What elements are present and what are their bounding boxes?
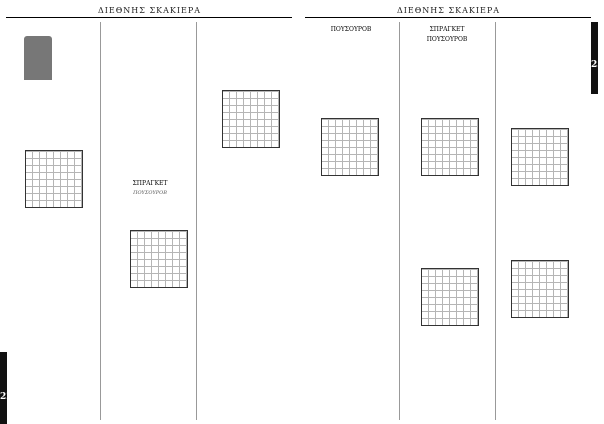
folio-left: 22 <box>0 392 13 402</box>
chess-diagram <box>421 268 479 326</box>
chess-diagram <box>421 118 479 176</box>
section-heading: ΠΟΥΣΟΥΡΟΒ <box>330 26 372 33</box>
column-rule <box>100 22 101 420</box>
chess-diagram <box>511 128 569 186</box>
running-head-left: ΔΙΕΘΝΗΣ ΣΚΑΚΙΕΡΑ <box>97 6 202 15</box>
folio-tab <box>0 352 13 424</box>
section-heading: ΣΠΡΑΓΚΕΤ <box>132 180 168 187</box>
right-page <box>299 0 604 424</box>
chess-diagram <box>321 118 379 176</box>
chess-diagram <box>511 260 569 318</box>
chess-diagram <box>222 90 280 148</box>
chess-diagram <box>25 150 83 208</box>
chess-diagram <box>130 230 188 288</box>
folio-right: 23 <box>591 60 604 70</box>
section-heading: ΣΠΡΑΓΚΕΤ <box>429 26 465 33</box>
column-rule <box>495 22 496 420</box>
left-page <box>0 0 299 424</box>
figurine-image <box>24 36 52 80</box>
header-rule <box>305 17 591 18</box>
folio-tab <box>591 22 604 94</box>
column-rule <box>196 22 197 420</box>
header-rule <box>6 17 292 18</box>
section-subheading: ΠΟΥΣΟΥΡΟΒ <box>133 190 167 196</box>
section-heading: ΠΟΥΣΟΥΡΟΒ <box>426 36 468 43</box>
running-head-right: ΔΙΕΘΝΗΣ ΣΚΑΚΙΕΡΑ <box>396 6 501 15</box>
column-rule <box>399 22 400 420</box>
